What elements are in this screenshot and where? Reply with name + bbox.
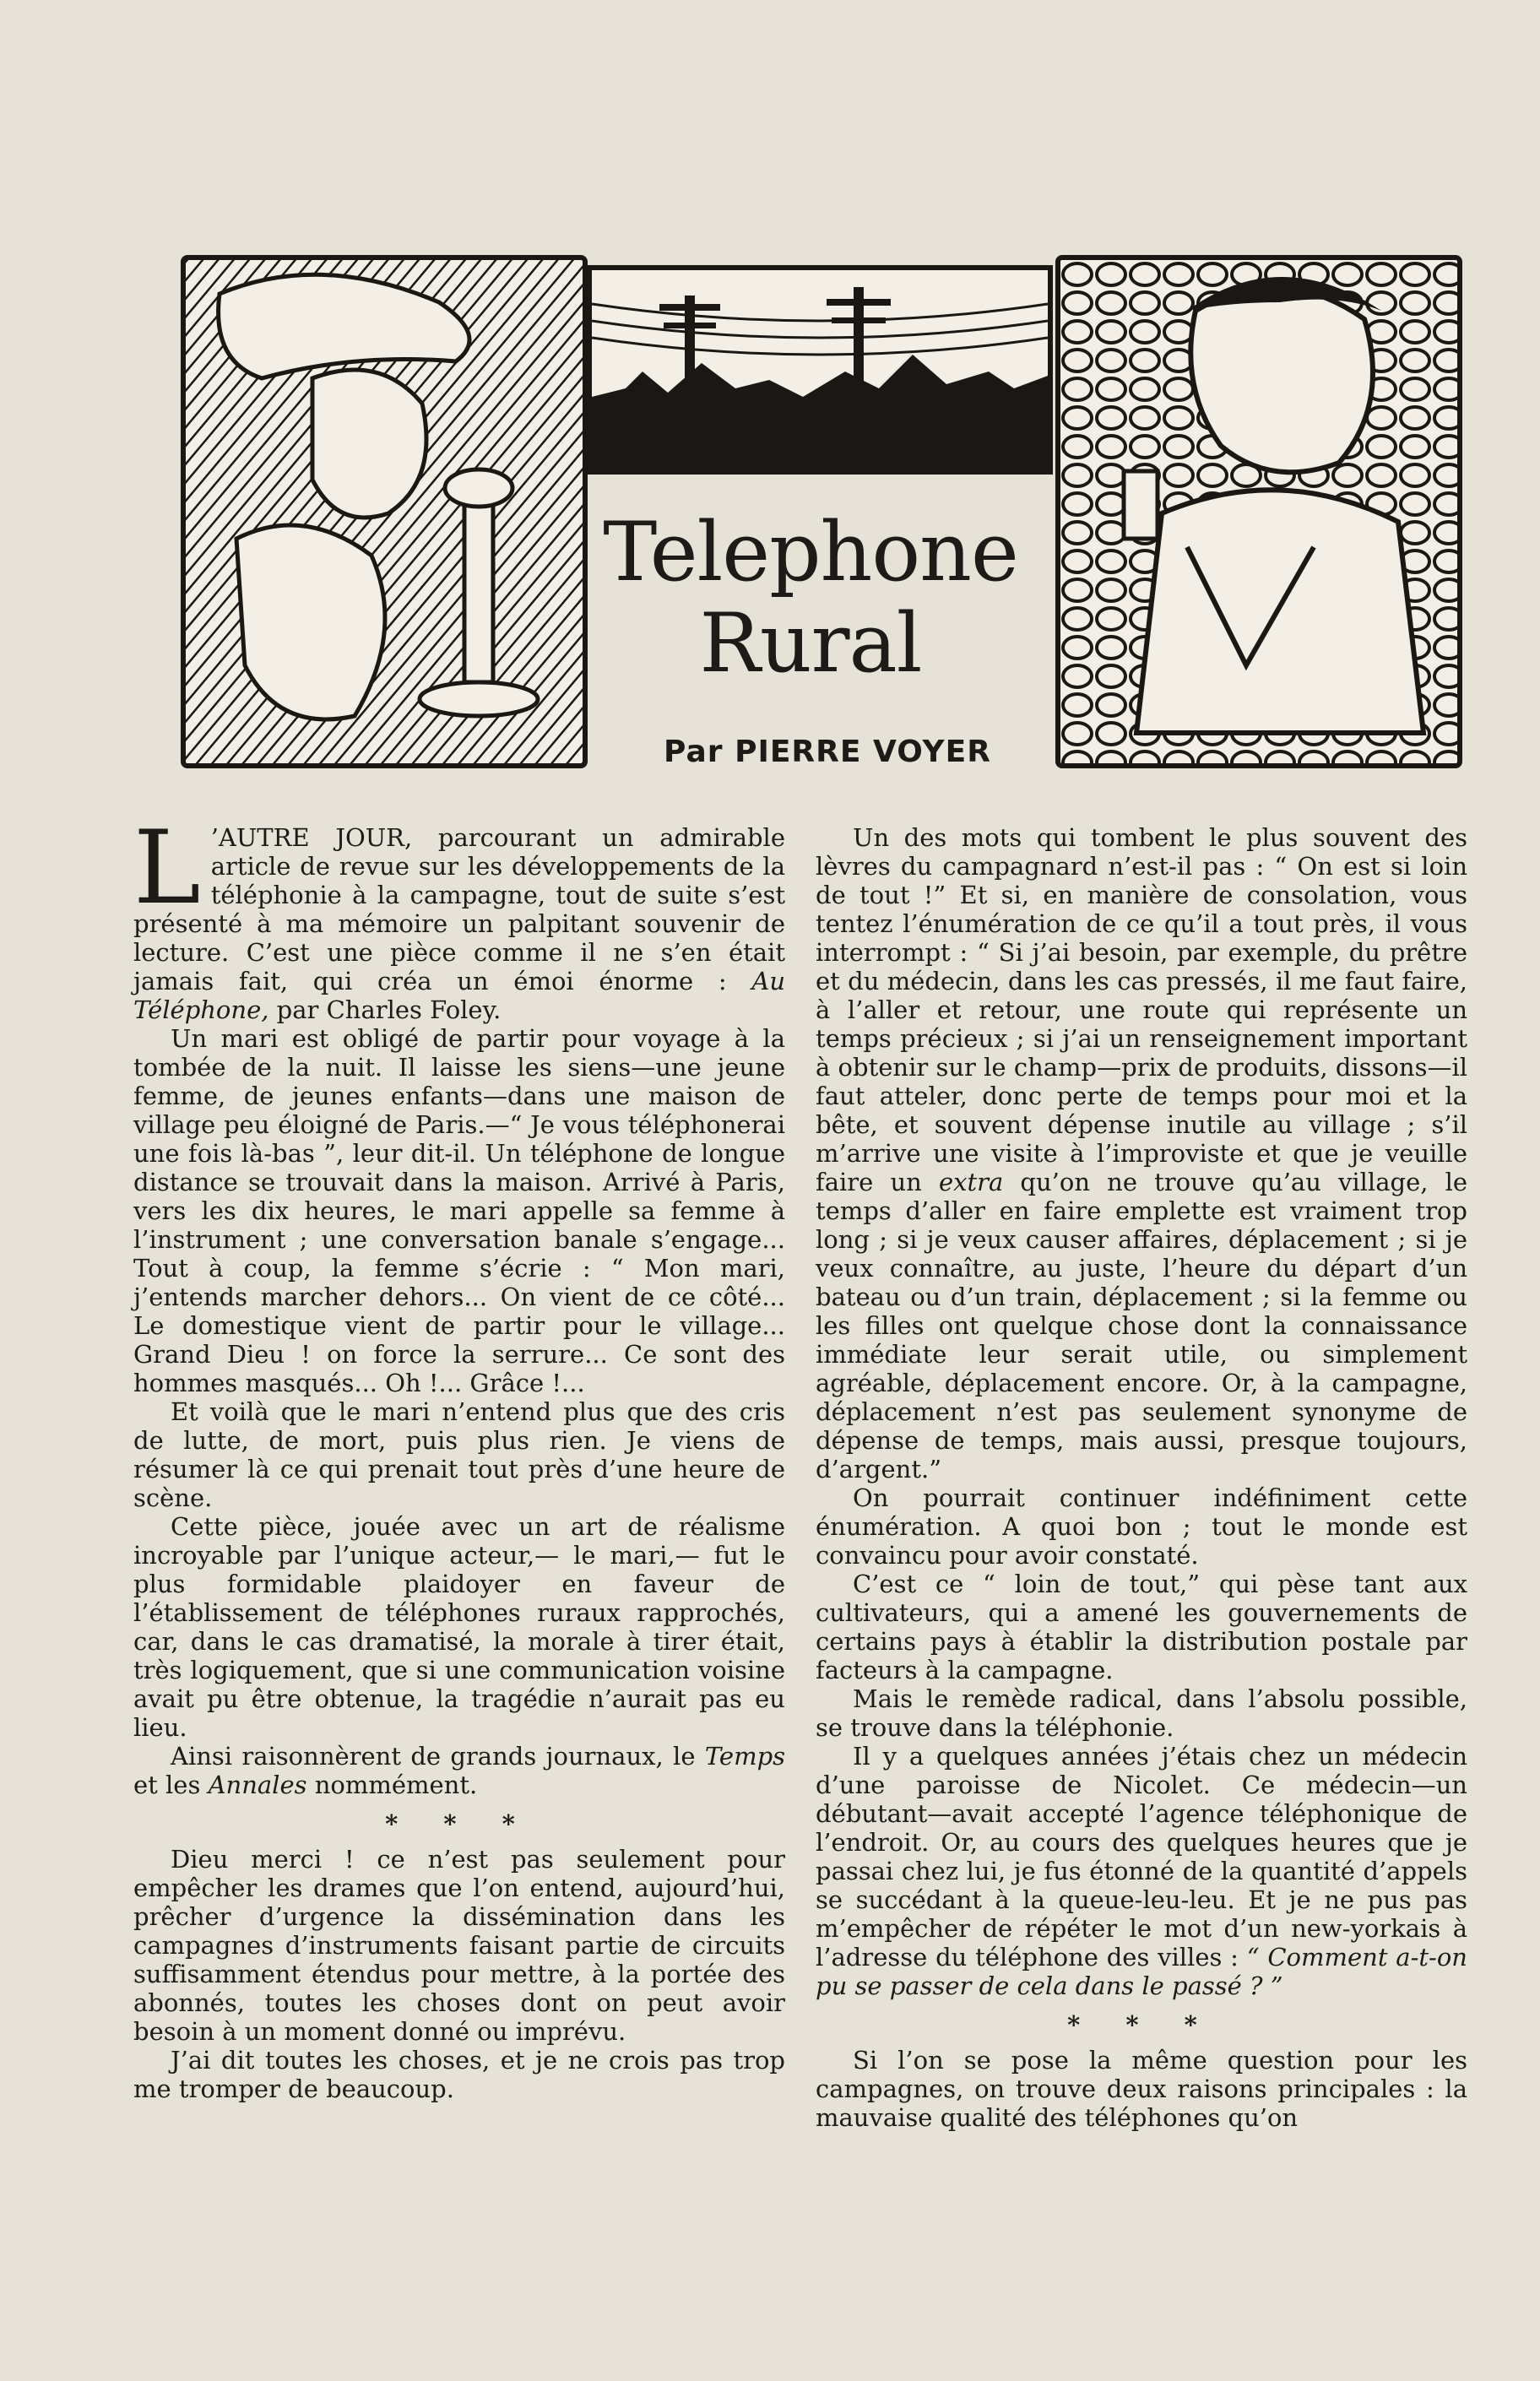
byline	[625, 735, 1030, 769]
paragraph: Si l’on se pose la même question pour les campagnes, on trouve deux raisons principales : la mauvaise qualité des téléphones qu’on	[816, 2046, 1467, 2132]
text-column-right	[816, 823, 1467, 2132]
paragraph: On pourrait continuer indéfiniment cette énumération. A quoi bon ; tout le monde est convaincu pour avoir constaté.	[816, 1483, 1467, 1570]
illustration-telephone-poles	[587, 265, 1053, 475]
text-column-left	[133, 810, 786, 2103]
illustration-woman-with-hat	[181, 255, 588, 768]
illustration-woman-at-phone	[1055, 255, 1462, 768]
paragraph: Il y a quelques années j’étais chez un médecin d’une paroisse de Nicolet. Ce médecin—un débutant—avait accepté l’agence téléphonique de l’endroit. Or, au cours des quelques heures que je passai chez lui, je fus étonné de la quantité d’appels se succédant à la queue-leu-leu. Et je ne pus pas m’empêcher de répéter le mot d’un new-yorkais à l’adresse du téléphone des villes : “ Comment a-t-on pu se passer de cela dans le passé ? ”	[816, 1742, 1467, 2000]
byline-prefix: Par	[664, 735, 724, 769]
paragraph: Dieu merci ! ce n’est pas seulement pour empêcher les drames que l’on entend, aujourd’hui, prêcher d’urgence la dissémination dans les campagnes d’instruments faisant partie de circuits suffisamment étendus pour mettre, à la portée des abonnés, toutes les choses dont on peut avoir besoin à un moment donné ou imprévu.	[133, 1845, 785, 2046]
paragraph: C’est ce “ loin de tout,” qui pèse tant aux cultivateurs, qui a amené les gouvernements de certains pays à établir la distribution postale par facteurs à la campagne.	[816, 1570, 1467, 1684]
paragraph: Mais le remède radical, dans l’absolu possible, se trouve dans la téléphonie.	[816, 1684, 1467, 1742]
paragraph: J’ai dit toutes les choses, et je ne crois pas trop me tromper de beaucoup.	[133, 2046, 785, 2103]
paragraph: Et voilà que le mari n’entend plus que des cris de lutte, de mort, puis plus rien. Je viens de résumer là ce qui prenait tout près d’une heure de scène.	[133, 1397, 785, 1512]
paragraph: Ainsi raisonnèrent de grands journaux, le Temps et les Annales nommément.	[133, 1742, 786, 1799]
paragraph: Cette pièce, jouée avec un art de réalisme incroyable par l’unique acteur,— le mari,— fut le plus formidable plaidoyer en faveur de l’établissement de téléphones ruraux rapprochés, car, dans le cas dramatisé, la morale à tirer était, très logiquement, que si une communication voisine avait pu être obtenue, la tragédie n’aurait pas eu lieu.	[133, 1512, 785, 1742]
drop-cap: L	[133, 810, 201, 927]
title-line-1: Telephone	[603, 505, 1018, 599]
title-line-2: Rural	[699, 596, 922, 691]
paragraph: L ’AUTRE JOUR, parcourant un admirable article de revue sur les développements de la téléphonie à la campagne, tout de suite s’est présenté à ma mémoire un palpitant souvenir de lecture. C’est une pièce comme il ne s’en était jamais fait, qui créa un émoi énorme : Au Téléphone, par Charles Foley.	[133, 810, 786, 1024]
paragraph: Un des mots qui tombent le plus souvent des lèvres du campagnard n’est-il pas : “ On est si loin de tout !” Et si, en manière de consolation, vous tentez l’énumération de ce qu’il a tout près, il vous interrompt : “ Si j’ai besoin, par exemple, du prêtre et du médecin, dans les cas pressés, il me faut faire, à l’aller et retour, une route qui représente un temps précieux ; si j’ai un renseignement important à obtenir sur le champ—prix de produits, dissons—il faut atteler, donc perte de temps pour moi et la bête, et souvent dépense inutile au village ; s’il m’arrive une visite à l’improviste et que je veuille faire un extra qu’on ne trouve qu’au village, le temps d’aller en faire emplette est vraiment trop long ; si je veux causer affaires, déplacement ; si je veux connaître, au juste, l’heure du départ d’un bateau ou d’un train, déplacement ; si la femme ou les filles ont quelque chose dont la connaissance immédiate leur serait utile, ou simplement agréable, déplacement encore. Or, à la campagne, déplacement n’est pas seulement synonyme de dépense de temps, mais aussi, presque toujours, d’argent.”	[816, 823, 1468, 1483]
byline-author: PIERRE VOYER	[735, 735, 991, 769]
section-separator: * * *	[1067, 2010, 1216, 2039]
article-title	[591, 507, 1030, 689]
section-separator: * * *	[385, 1809, 534, 1838]
paragraph: Un mari est obligé de partir pour voyage à la tombée de la nuit. Il laisse les siens—une jeune femme, de jeunes enfants—dans une maison de village peu éloigné de Paris.—“ Je vous téléphonerai une fois là-bas ”, leur dit-il. Un téléphone de longue distance se trouvait dans la maison. Arrivé à Paris, vers les dix heures, le mari appelle sa femme à l’instrument ; une conversation banale s’engage... Tout à coup, la femme s’écrie : “ Mon mari, j’entends marcher dehors... On vient de ce côté... Le domestique vient de partir pour le village... Grand Dieu ! on force la serrure... Ce sont des hommes masqués... Oh !... Grâce !...	[133, 1024, 785, 1397]
